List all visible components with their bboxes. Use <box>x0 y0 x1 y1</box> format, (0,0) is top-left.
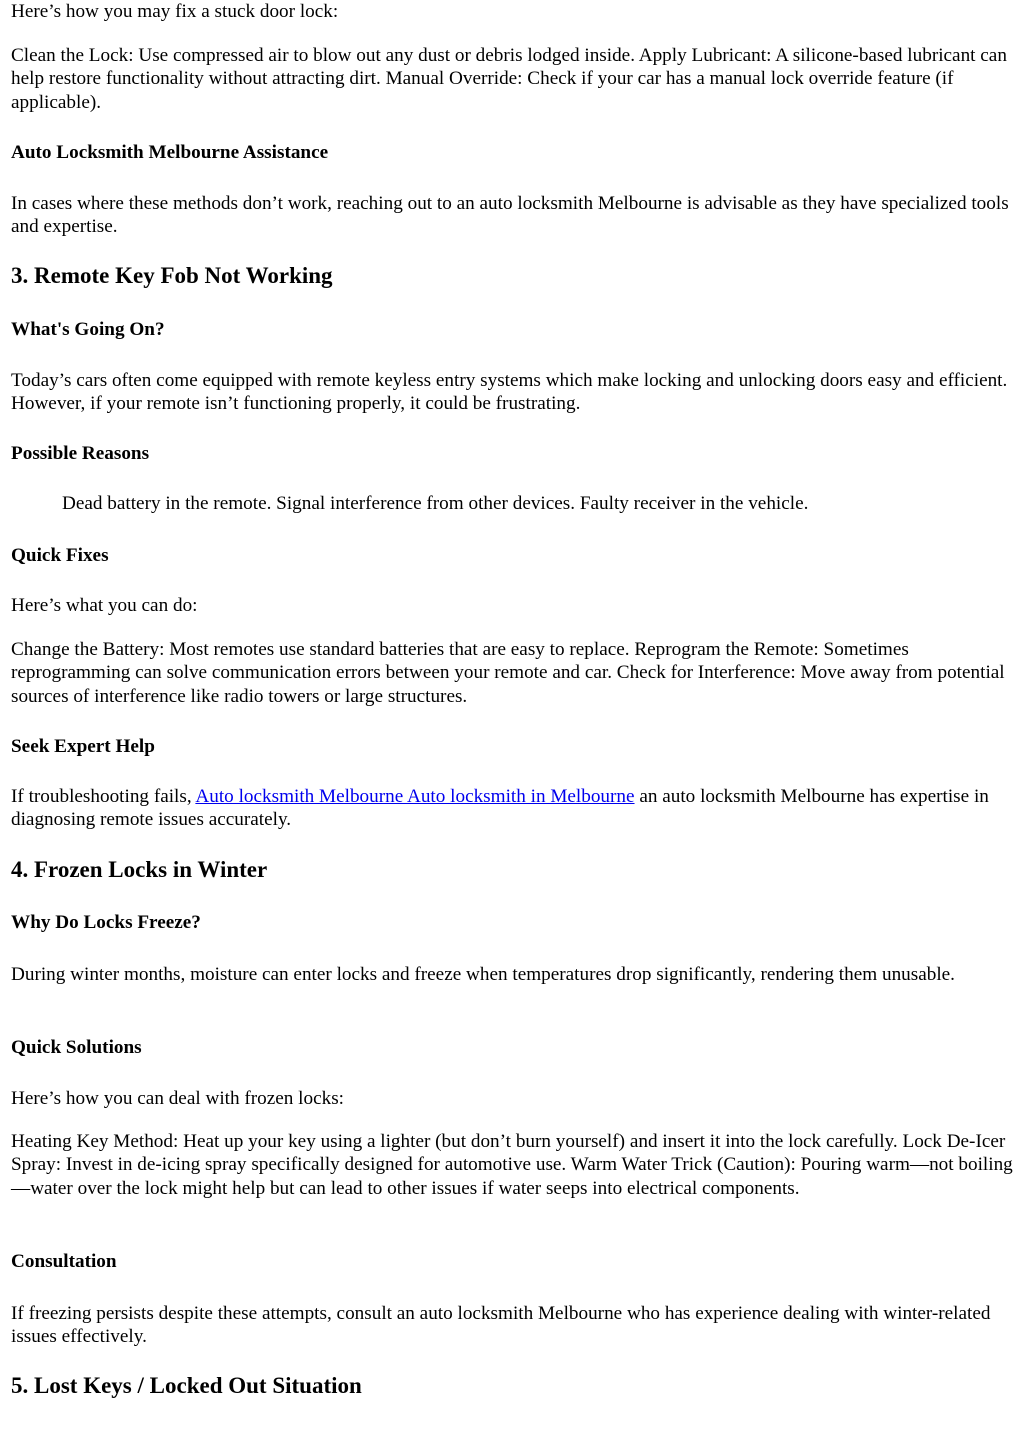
expert-help-text-after: an auto locksmith Melbourne has expertise in diagnosing remote issues accurately. <box>11 786 989 831</box>
why-freeze-paragraph: During winter months, moisture can enter locks and freeze when temperatures drop significantly, rendering them unusable. <box>11 964 955 985</box>
intro-paragraph: Here’s how you may fix a stuck door lock: <box>11 1 339 22</box>
subheading-seek-expert-help: Seek Expert Help <box>11 736 155 757</box>
subheading-possible-reasons: Possible Reasons <box>11 443 150 464</box>
quick-fixes-paragraph: Change the Battery: Most remotes use standard batteries that are easy to replace. Reprogram the Remote: Sometimes reprogramming can solve communication errors between your remote and car. Check for Interference: Move away from potential sources of interference like radio towers or large structures. <box>11 639 1005 707</box>
section-heading-assistance: Auto Locksmith Melbourne Assistance <box>11 142 329 163</box>
quick-fixes-intro: Here’s what you can do: <box>11 595 198 616</box>
possible-reasons-list: Dead battery in the remote. Signal interference from other devices. Faulty receiver in the vehicle. <box>62 493 809 514</box>
subheading-why-locks-freeze: Why Do Locks Freeze? <box>11 912 201 933</box>
remote-intro-paragraph: Today’s cars often come equipped with remote keyless entry systems which make locking and unlocking doors easy and efficient. However, if your remote isn’t functioning properly, it could be frustrating. <box>11 370 1008 415</box>
quick-solutions-paragraph: Heating Key Method: Heat up your key using a lighter (but don’t burn yourself) and insert it into the lock carefully. Lock De-Icer Spray: Invest in de-icing spray specifically designed for automotive use. Warm Water Trick (Caution): Pouring warm—not boiling—water over the lock might help but can lead to other issues if water seeps into electrical components. <box>11 1131 1013 1199</box>
expert-help-text-before: If troubleshooting fails, <box>11 786 196 807</box>
subheading-consultation: Consultation <box>11 1251 117 1272</box>
subheading-whats-going-on: What's Going On? <box>11 319 165 340</box>
consultation-paragraph: If freezing persists despite these attempts, consult an auto locksmith Melbourne who has experience dealing with winter-related issues effectively. <box>11 1303 991 1348</box>
subheading-quick-fixes: Quick Fixes <box>11 545 109 566</box>
auto-locksmith-melbourne-link[interactable]: Auto locksmith Melbourne Auto locksmith in Melbourne <box>195 786 635 807</box>
fix-steps-paragraph: Clean the Lock: Use compressed air to blow out any dust or debris lodged inside. Apply Lubricant: A silicone-based lubricant can help restore functionality without attracting dirt. Manual Override: Check if your car has a manual lock override feature (if applicable). <box>11 45 1007 113</box>
assistance-paragraph: In cases where these methods don’t work, reaching out to an auto locksmith Melbourne is advisable as they have specialized tools and expertise. <box>11 193 1009 238</box>
expert-help-paragraph <box>11 785 1013 832</box>
heading-frozen-locks: 4. Frozen Locks in Winter <box>11 857 268 882</box>
heading-remote-key-fob: 3. Remote Key Fob Not Working <box>11 263 333 288</box>
heading-lost-keys: 5. Lost Keys / Locked Out Situation <box>11 1373 362 1398</box>
subheading-quick-solutions: Quick Solutions <box>11 1037 142 1058</box>
quick-solutions-intro: Here’s how you can deal with frozen locks: <box>11 1088 345 1109</box>
